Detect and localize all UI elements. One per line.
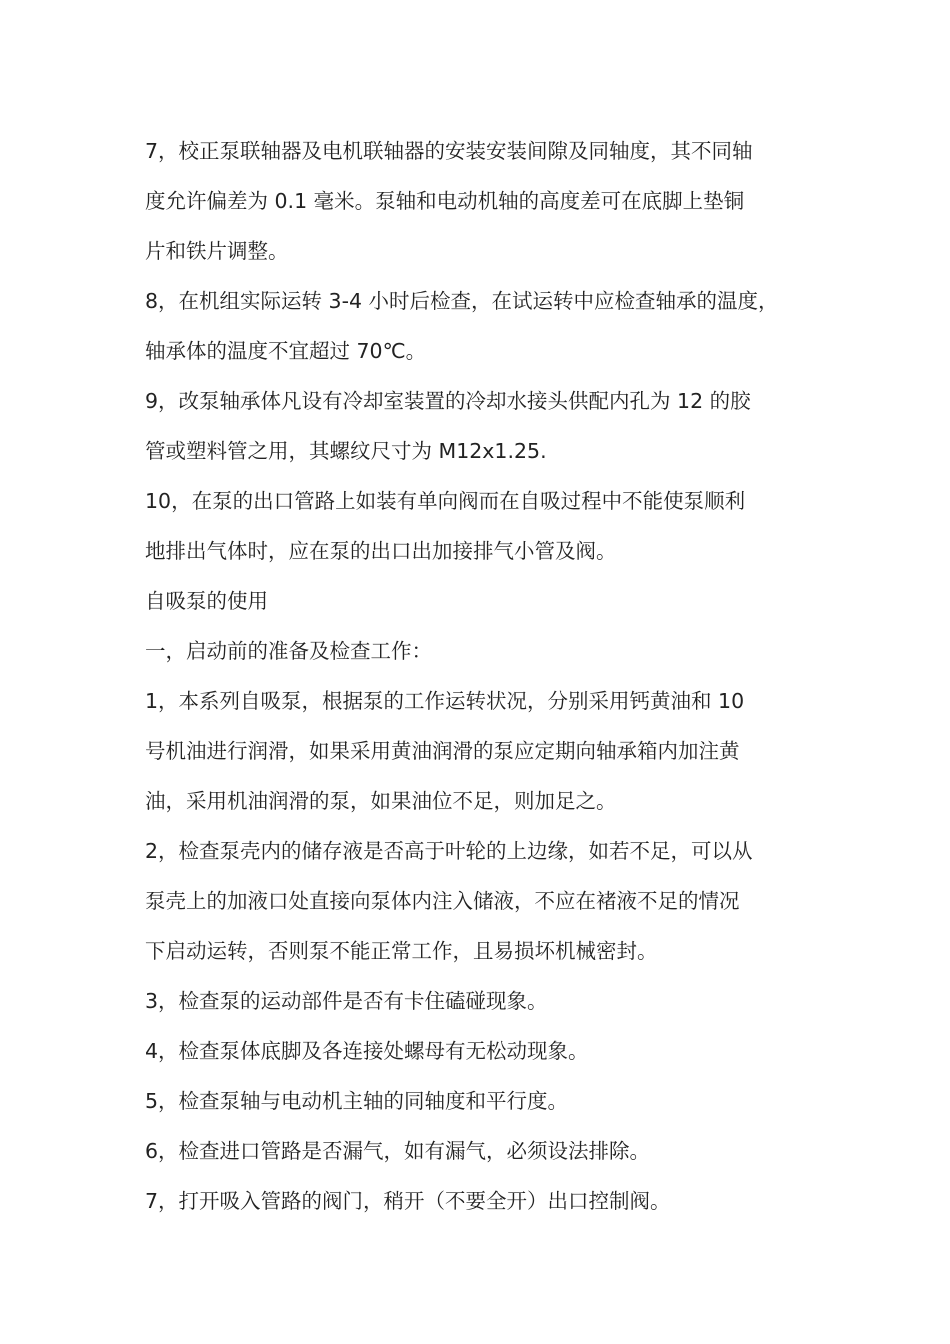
text-line: 自吸泵的使用: [145, 589, 268, 613]
text-line: 6，检查进口管路是否漏气，如有漏气，必须设法排除。: [145, 1139, 651, 1163]
paragraph: [145, 576, 817, 626]
text-line: 5，检查泵轴与电动机主轴的同轴度和平行度。: [145, 1089, 569, 1113]
paragraph: [145, 376, 817, 476]
text-line: 8，在机组实际运转 3-4 小时后检查，在试运转中应检查轴承的温度，: [145, 289, 779, 313]
paragraph: [145, 126, 817, 276]
text-line: 下启动运转，否则泵不能正常工作，且易损坏机械密封。: [145, 939, 658, 963]
paragraph: [145, 1176, 817, 1226]
paragraph: [145, 626, 817, 676]
text-line: 一，启动前的准备及检查工作：: [145, 639, 432, 663]
text-line: 7，打开吸入管路的阀门，稍开（不要全开）出口控制阀。: [145, 1189, 671, 1213]
paragraph: [145, 976, 817, 1026]
document-body: [145, 126, 817, 1226]
paragraph: [145, 1026, 817, 1076]
paragraph: [145, 1076, 817, 1126]
text-line: 泵壳上的加液口处直接向泵体内注入储液，不应在褚液不足的情况: [145, 889, 740, 913]
paragraph: [145, 1126, 817, 1176]
text-line: 管或塑料管之用，其螺纹尺寸为 M12x1.25.: [145, 439, 547, 463]
text-line: 号机油进行润滑，如果采用黄油润滑的泵应定期向轴承箱内加注黄: [145, 739, 740, 763]
text-line: 2，检查泵壳内的储存液是否高于叶轮的上边缘，如若不足，可以从: [145, 839, 753, 863]
paragraph: [145, 276, 817, 376]
text-line: 地排出气体时，应在泵的出口出加接排气小管及阀。: [145, 539, 617, 563]
text-line: 油，采用机油润滑的泵，如果油位不足，则加足之。: [145, 789, 617, 813]
text-line: 1，本系列自吸泵，根据泵的工作运转状况，分别采用钙黄油和 10: [145, 689, 745, 713]
paragraph: [145, 826, 817, 976]
text-line: 9，改泵轴承体凡设有冷却室装置的冷却水接头供配内孔为 12 的胶: [145, 389, 751, 413]
paragraph: [145, 676, 817, 826]
text-line: 度允许偏差为 0.1 毫米。泵轴和电动机轴的高度差可在底脚上垫铜: [145, 189, 745, 213]
text-line: 4，检查泵体底脚及各连接处螺母有无松动现象。: [145, 1039, 589, 1063]
text-line: 7，校正泵联轴器及电机联轴器的安装安装间隙及同轴度，其不同轴: [145, 139, 753, 163]
text-line: 片和铁片调整。: [145, 239, 289, 263]
text-line: 10，在泵的出口管路上如装有单向阀而在自吸过程中不能使泵顺利: [145, 489, 746, 513]
text-line: 轴承体的温度不宜超过 70℃。: [145, 339, 427, 363]
text-line: 3，检查泵的运动部件是否有卡住磕碰现象。: [145, 989, 548, 1013]
paragraph: [145, 476, 817, 576]
